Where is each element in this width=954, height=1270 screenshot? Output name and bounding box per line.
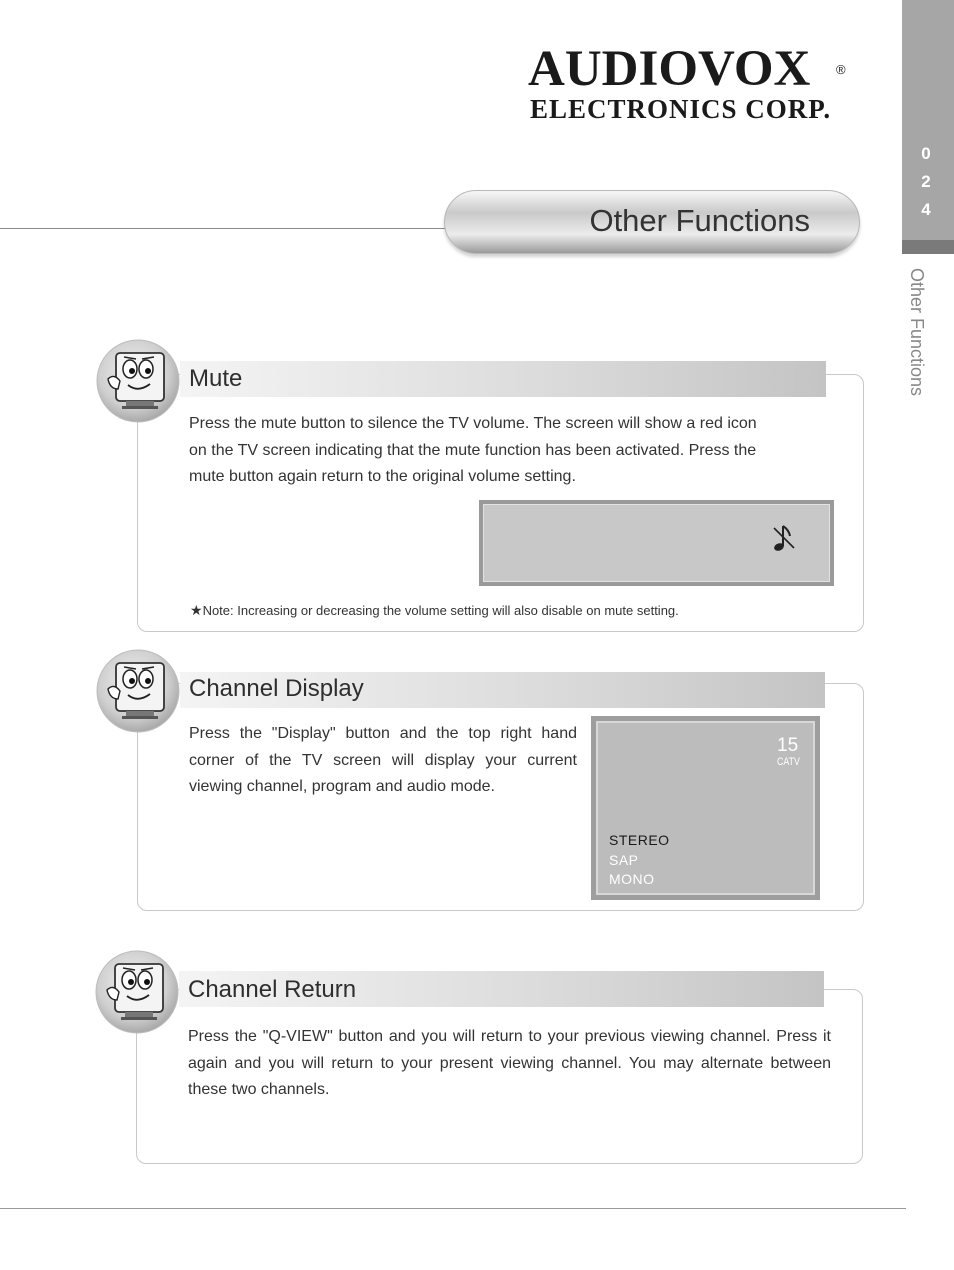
mute-note [190,602,679,619]
text-line: Press the mute button to silence the TV volume. The screen will show a red icon [189,415,757,432]
section-title: Channel Return [188,976,357,1003]
tv-mascot-icon [95,950,179,1034]
text-line: mute button again return to the original volume setting. [189,468,576,485]
section-title: Mute [189,365,243,392]
text-line: on the TV screen indicating that the mute function has been activated. Press the [189,441,757,459]
channel-band: CATV [777,756,800,768]
star-icon: ★ [190,602,203,618]
channel-number: 15 [777,735,799,756]
side-section-label: Other Functions [907,268,927,397]
page-title: Other Functions [589,203,810,238]
mute-section-header [180,361,826,397]
brand-subtitle: ELECTRONICS CORP. [530,94,832,124]
section-title: Channel Display [189,675,364,702]
audio-mode-list [609,831,670,890]
header-rule [0,228,450,229]
note-text: Note: Increasing or decreasing the volume setting will also disable on mute setting. [202,603,679,618]
page-number [902,140,950,224]
audio-mode-mono: MONO [609,871,655,887]
mute-note-icon [770,522,796,554]
footer-rule [0,1208,906,1209]
tv-mascot-icon [96,339,180,423]
channel-display-description: Press the "Display" button and the top right hand corner of the TV screen will display your current viewing channel, program and audio mode. [189,725,577,795]
page-digit: 2 [921,172,931,191]
tv-mascot-icon [96,649,180,733]
mute-description [189,411,829,491]
side-tab-accent [902,240,954,254]
registered-mark: ® [836,62,846,77]
audio-mode-sap: SAP [609,851,639,868]
audio-mode-stereo: STEREO [609,832,670,848]
page-digit: 0 [921,144,931,163]
page-digit: 4 [921,200,931,219]
channel-return-description: Press the "Q-VIEW" button and you will return to your previous viewing channel. Press it again and you will return to your present viewing channel. You may alternate between these two channels. [188,1028,831,1098]
brand-logo: AUDIOVOX [528,41,811,97]
